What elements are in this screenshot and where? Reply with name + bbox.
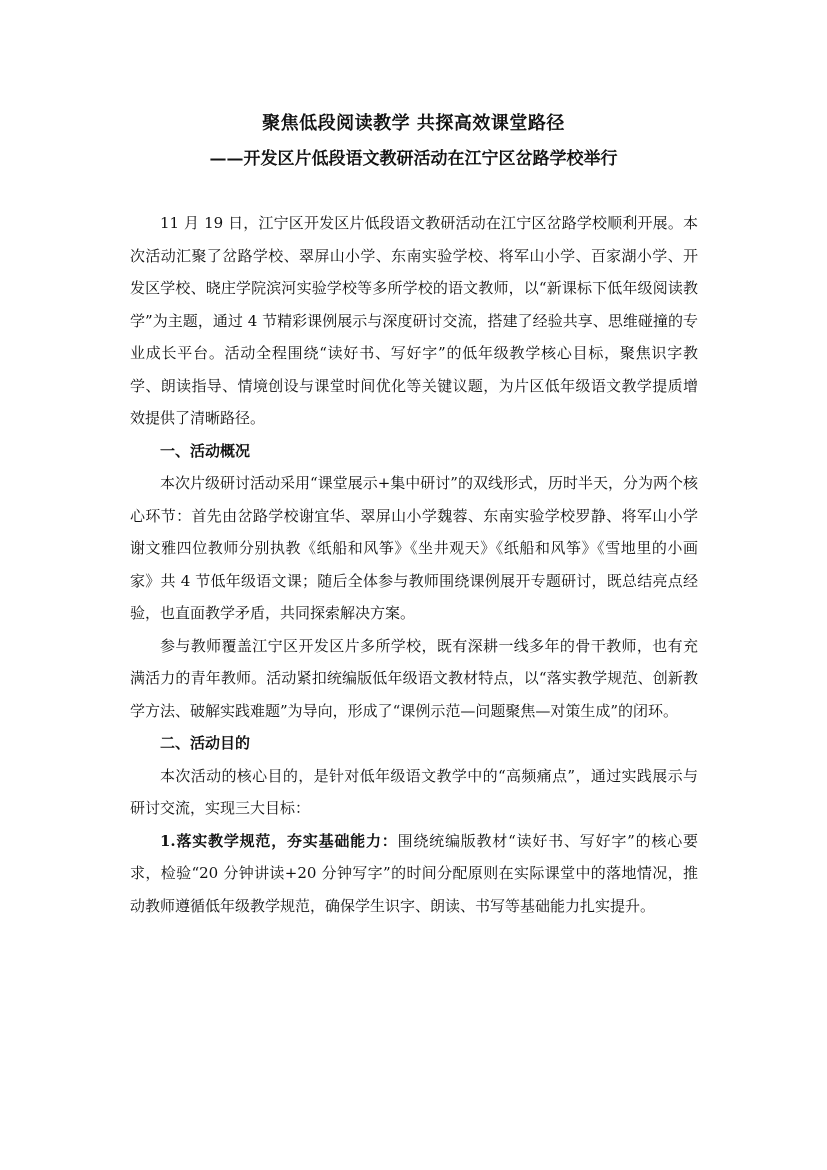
purpose-item-1 xyxy=(130,825,698,923)
document-subtitle: ——开发区片低段语文教研活动在江宁区岔路学校举行 xyxy=(209,149,618,169)
overview-paragraph-2: 参与教师覆盖江宁区开发区片多所学校，既有深耕一线多年的骨干教师，也有充满活力的青年教师。活动紧扣统编版低年级语文教材特点，以“落实教学规范、创新教学方法、破解实践难题”为导向，形成了“课例示范—问题聚焦—对策生成”的闭环。 xyxy=(130,636,698,720)
intro-paragraph: 11 月 19 日，江宁区开发区片低段语文教研活动在江宁区岔路学校顺利开展。本次活动汇聚了岔路学校、翠屏山小学、东南实验学校、将军山小学、百家湖小学、开发区学校、晓庄学院滨河实验学校等多所学校的语文教师，以“新课标下低年级阅读教学”为主题，通过 4 节精彩课例展示与深度研讨交流，搭建了经验共享、思维碰撞的专业成长平台。活动全程围绕“读好书、写好字”的低年级教学核心目标，聚焦识字教学、朗读指导、情境创设与课堂时间优化等关键议题，为片区低年级语文教学提质增效提供了清晰路径。 xyxy=(130,214,698,427)
document-body xyxy=(130,207,698,922)
section-heading-overview: 一、活动概况 xyxy=(160,441,251,460)
document-title: 聚焦低段阅读教学 共探高效课堂路径 xyxy=(262,113,565,134)
overview-paragraph-1: 本次片级研讨活动采用“课堂展示+集中研讨”的双线形式，历时半天，分为两个核心环节：首先由岔路学校谢宜华、翠屏山小学魏蓉、东南实验学校罗静、将军山小学谢文雅四位教师分别执教《纸船和风筝》《坐井观天》《纸船和风筝》《雪地里的小画家》共 4 节低年级语文课；随后全体参与教师围绕课例展开专题研讨，既总结亮点经验，也直面教学矛盾，共同探索解决方案。 xyxy=(130,474,698,622)
section-heading-purpose: 二、活动目的 xyxy=(160,734,251,752)
purpose-paragraph-1: 本次活动的核心目的，是针对低年级语文教学中的“高频痛点”，通过实践展示与研讨交流，实现三大目标： xyxy=(130,766,698,817)
purpose-item-1-lead: 1.落实教学规范，夯实基础能力： xyxy=(160,831,398,850)
purpose-item-1-text: 围绕统编版教材“读好书、写好字”的核心要求，检验“20 分钟讲读+20 分钟写字”的时间分配原则在实际课堂中的落地情况，推动教师遵循低年级教学规范，确保学生识字、朗读、书写等基础能力扎实提升。 xyxy=(130,831,698,915)
